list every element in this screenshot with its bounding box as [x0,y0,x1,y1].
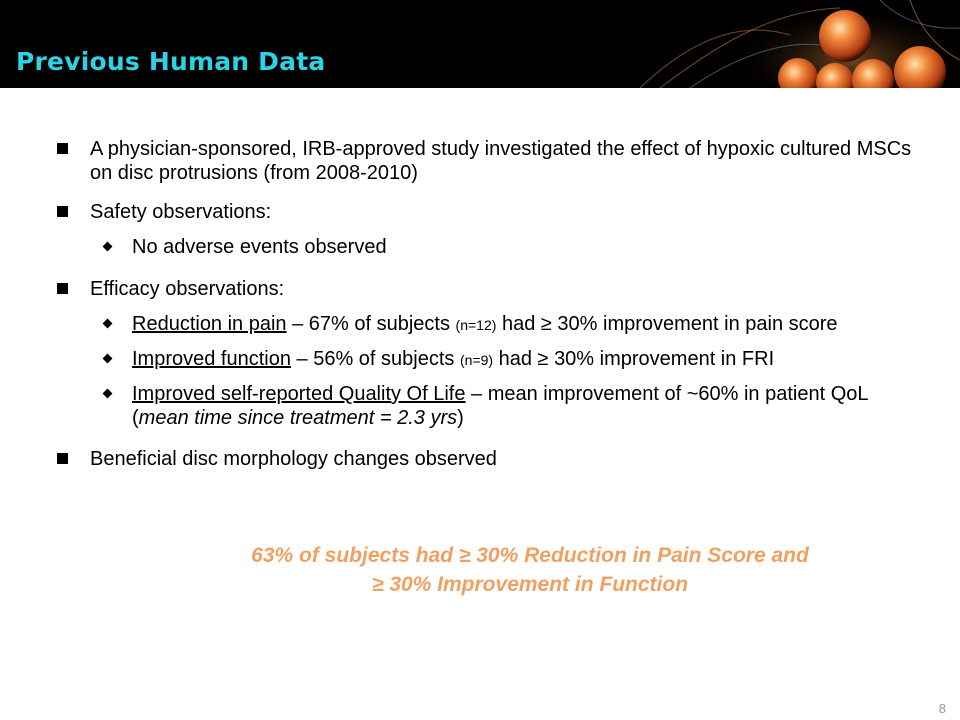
bullet-morphology [55,447,925,471]
bullet-safety [55,200,925,224]
sub-bullet-text: No adverse events observed [132,236,387,258]
bullet-text: Efficacy observations: [90,278,285,300]
sub-bullet-function [55,347,925,372]
sub-bullet-no-adverse-events [55,235,925,259]
sub-bullet-text: – 67% of subjects [286,313,456,335]
sub-bullet-text: ) [457,407,464,429]
bullet-text: A physician-sponsored, IRB-approved study investigated the effect of hypoxic cultured MSCs on disc protrusions (from 2008-2010) [90,138,912,184]
slide-number: 8 [938,701,946,716]
sub-bullet-text: – 56% of subjects [290,348,460,370]
bullet-text: Beneficial disc morphology changes observed [90,448,497,470]
callout-line-2: ≥ 30% Improvement in Function [371,573,689,596]
slide-title: Previous Human Data [16,47,326,76]
diamond-bullet-icon [103,354,113,364]
sub-bullet-heading: Improved function [132,348,291,370]
diamond-bullet-icon [103,389,113,399]
sub-bullet-pain [55,312,925,337]
diamond-bullet-icon [103,319,113,329]
sub-bullet-text: had ≥ 30% improvement in FRI [493,348,775,370]
bullet-study [55,137,925,185]
sub-bullet-heading: Improved self-reported Quality Of Life [132,383,466,405]
square-bullet-icon [57,283,68,294]
key-finding-callout [100,541,960,599]
sub-bullet-text: had ≥ 30% improvement in pain score [496,313,838,335]
square-bullet-icon [57,453,68,464]
diamond-bullet-icon [103,242,113,252]
sub-bullet-text: – mean improvement of ~60% in patient QoL ( [132,383,868,429]
sub-bullet-quality-of-life [55,382,925,430]
slide-header [0,0,960,88]
bullet-efficacy [55,277,925,301]
cell-spheres-image [630,0,960,88]
bullet-text: Safety observations: [90,201,272,223]
sample-size: (n=9) [459,352,494,368]
square-bullet-icon [57,206,68,217]
sample-size: (n=12) [455,317,497,333]
slide-body [55,137,925,471]
callout-line-1: 63% of subjects had ≥ 30% Reduction in Pain Score and [251,544,809,567]
treatment-time-note: mean time since treatment = 2.3 yrs [138,407,458,429]
sub-bullet-heading: Reduction in pain [132,313,287,335]
square-bullet-icon [57,143,68,154]
